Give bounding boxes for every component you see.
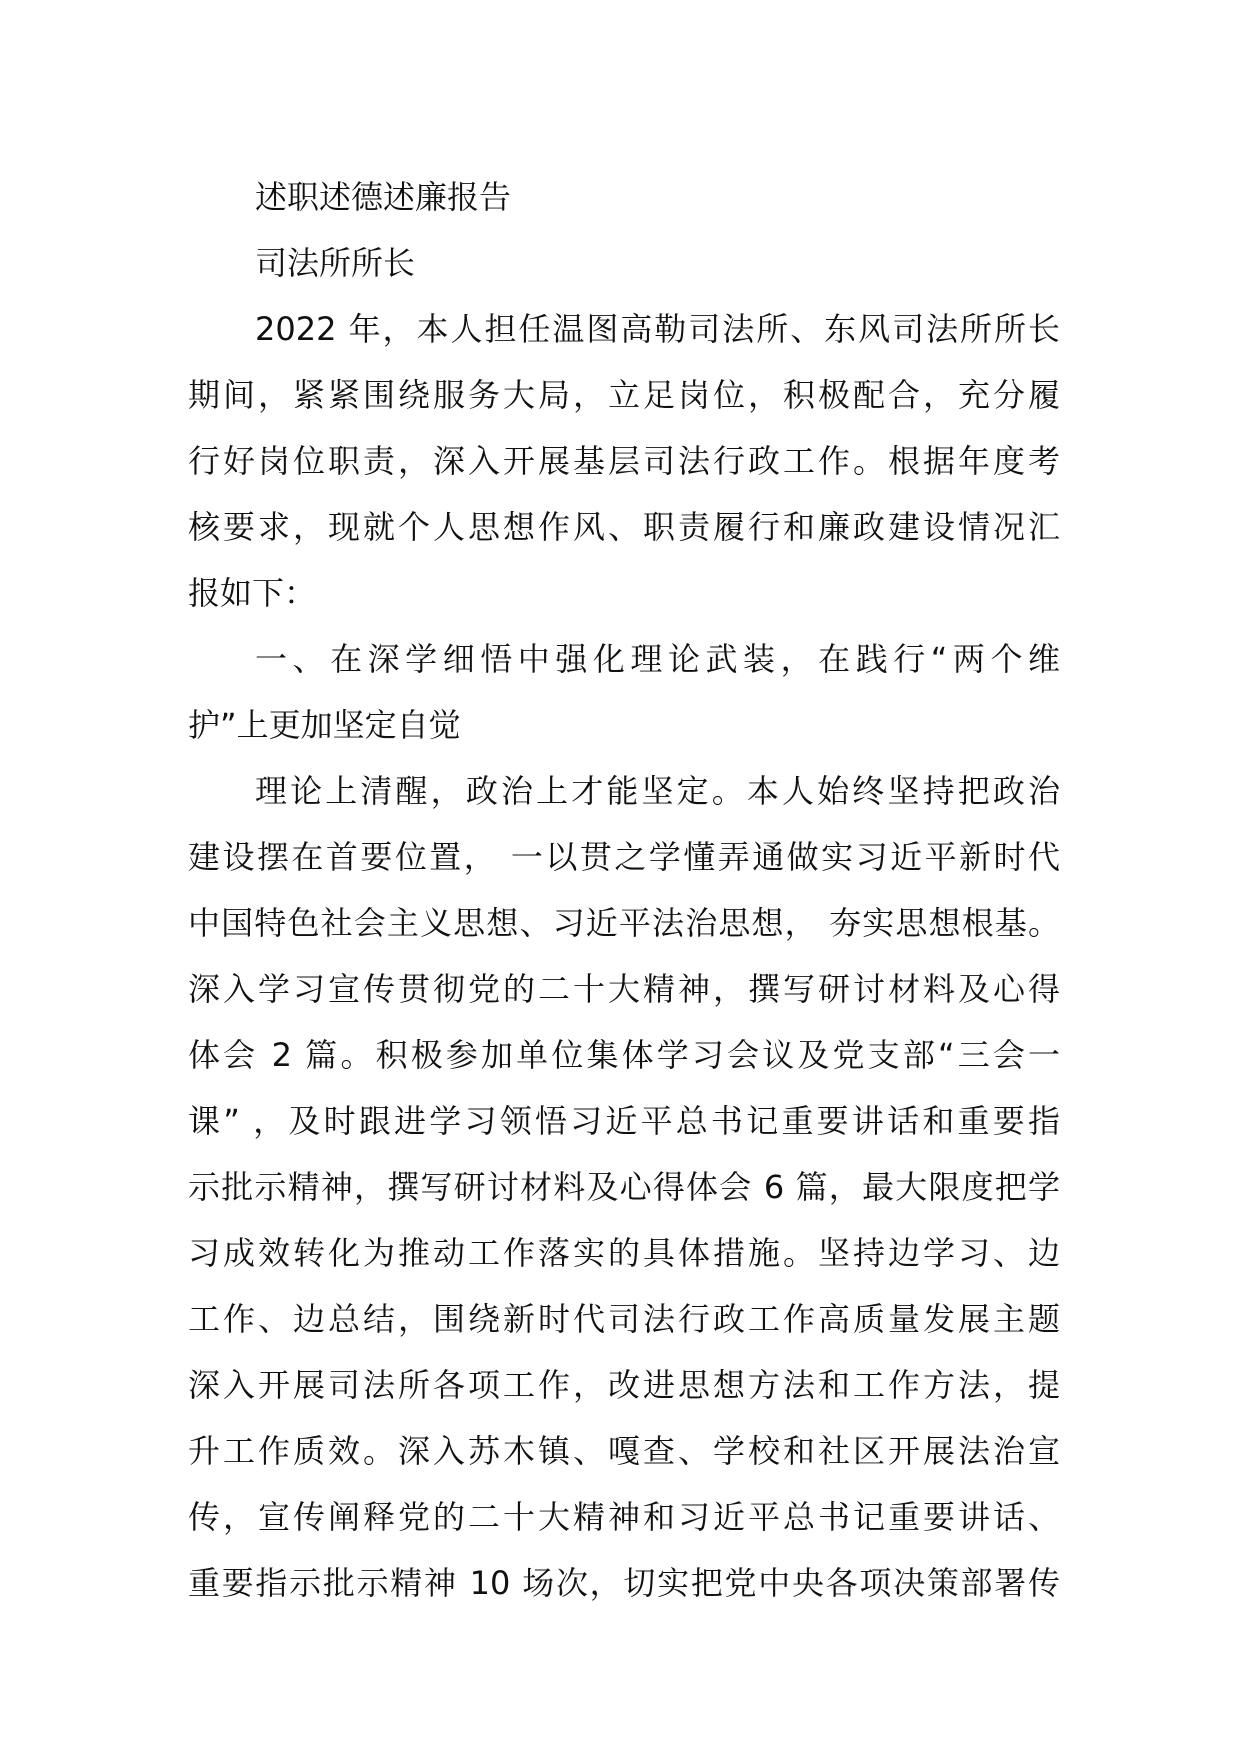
paragraph-line: 理论上清醒，政治上才能坚定。本人始终坚持把政治 bbox=[255, 772, 1060, 810]
paragraph-line: 一、在深学细悟中强化理论武装，在践行“两个维 bbox=[255, 640, 1060, 678]
document-title: 述职述德述廉报告 bbox=[255, 178, 512, 216]
paragraph-line: 工作、边总结，围绕新时代司法行政工作高质量发展主题 bbox=[188, 1300, 1060, 1338]
paragraph-line: 2022 年，本人担任温图高勒司法所、东风司法所所长 bbox=[255, 310, 1060, 348]
document-body bbox=[188, 164, 1060, 1616]
paragraph-line: 示批示精神，撰写研讨材料及心得体会 6 篇，最大限度把学 bbox=[188, 1168, 1060, 1206]
body-text bbox=[188, 296, 1060, 1616]
paragraph-line: 深入开展司法所各项工作，改进思想方法和工作方法，提 bbox=[188, 1366, 1060, 1404]
author-line: 司法所所长 bbox=[255, 244, 416, 282]
paragraph-line: 期间，紧紧围绕服务大局，立足岗位，积极配合，充分履 bbox=[188, 376, 1060, 414]
paragraph-line: 传，宣传阐释党的二十大精神和习近平总书记重要讲话、 bbox=[188, 1498, 1060, 1536]
paragraph-line: 核要求，现就个人思想作风、职责履行和廉政建设情况汇 bbox=[188, 508, 1060, 546]
paragraph-line: 护”上更加坚定自觉 bbox=[188, 706, 461, 744]
paragraph-line: 行好岗位职责，深入开展基层司法行政工作。根据年度考 bbox=[188, 442, 1060, 480]
paragraph-line: 习成效转化为推动工作落实的具体措施。坚持边学习、边 bbox=[188, 1234, 1060, 1272]
paragraph-line: 建设摆在首要位置， 一以贯之学懂弄通做实习近平新时代 bbox=[188, 838, 1060, 876]
paragraph-line: 中国特色社会主义思想、习近平法治思想， 夯实思想根基。 bbox=[188, 904, 1060, 942]
paragraph-line: 体会 2 篇。积极参加单位集体学习会议及党支部“三会一 bbox=[188, 1036, 1060, 1074]
paragraph-line: 重要指示批示精神 10 场次，切实把党中央各项决策部署传 bbox=[188, 1564, 1060, 1602]
paragraph-line: 课” ，及时跟进学习领悟习近平总书记重要讲话和重要指 bbox=[188, 1102, 1060, 1140]
paragraph-line: 深入学习宣传贯彻党的二十大精神，撰写研讨材料及心得 bbox=[188, 970, 1060, 1008]
paragraph-line: 升工作质效。深入苏木镇、嘎查、学校和社区开展法治宣 bbox=[188, 1432, 1060, 1470]
paragraph-line: 报如下： bbox=[188, 574, 317, 612]
